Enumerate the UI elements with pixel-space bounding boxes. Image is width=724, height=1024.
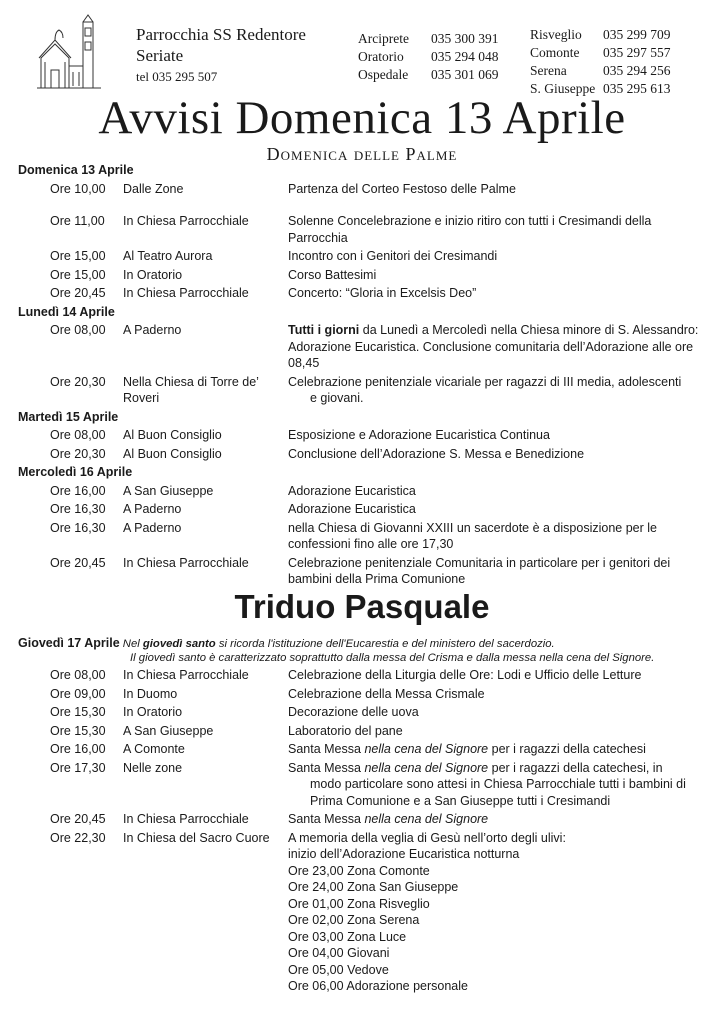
event-desc: Celebrazione della Liturgia delle Ore: Lodi e Ufficio delle Letture bbox=[288, 668, 642, 682]
contact-label: Arciprete bbox=[358, 31, 409, 46]
event-row bbox=[18, 501, 708, 518]
adoration-line: Ore 02,00 Zona Serena bbox=[288, 913, 420, 927]
contact-row bbox=[530, 62, 671, 80]
event-desc bbox=[288, 741, 708, 758]
contact-label: Serena bbox=[530, 63, 567, 78]
event-desc-cont: modo particolare sono attesi in Chiesa Parrocchiale tutti i bambini di Prima Comunione e a San Giuseppe tutti i Cresimandi bbox=[310, 777, 686, 808]
event-row bbox=[18, 213, 708, 246]
event-desc: nella Chiesa di Giovanni XXIII un sacerdote è a disposizione per le confessioni fino alle ore 17,30 bbox=[288, 520, 657, 551]
parish-name: Parrocchia SS Redentore bbox=[136, 25, 306, 44]
day-heading: Martedì 15 Aprile bbox=[18, 409, 119, 424]
event-row bbox=[18, 741, 708, 758]
contact-row bbox=[358, 66, 499, 84]
event-desc-italic: nella cena del Signore bbox=[364, 760, 489, 775]
event-desc bbox=[288, 830, 708, 995]
event-desc: Corso Battesimi bbox=[288, 267, 377, 282]
intro-bold: giovedì santo bbox=[142, 638, 216, 650]
adoration-line: inizio dell’Adorazione Eucaristica notturna bbox=[288, 847, 520, 861]
event-row bbox=[18, 830, 708, 995]
event-row bbox=[18, 555, 708, 588]
event-place: In Chiesa Parrocchiale bbox=[123, 286, 249, 300]
contact-number: 035 301 069 bbox=[431, 67, 499, 82]
contact-label: Comonte bbox=[530, 45, 580, 60]
event-row bbox=[18, 427, 708, 444]
contact-number: 035 294 256 bbox=[603, 63, 671, 78]
contact-label: Risveglio bbox=[530, 27, 582, 42]
event-desc: Celebrazione penitenziale Comunitaria in particolare per i genitori dei bambini della Prima Comunione bbox=[288, 555, 671, 586]
event-place: In Chiesa Parrocchiale bbox=[123, 668, 249, 682]
event-time: Ore 20,45 bbox=[50, 286, 106, 300]
church-logo bbox=[37, 14, 101, 90]
event-row bbox=[18, 267, 708, 284]
event-time: Ore 16,30 bbox=[50, 520, 106, 535]
adoration-line: Ore 05,00 Vedove bbox=[288, 962, 389, 977]
event-row bbox=[18, 704, 708, 721]
event-place: Al Buon Consiglio bbox=[123, 428, 222, 442]
contact-label: Ospedale bbox=[358, 67, 409, 82]
event-row bbox=[18, 181, 708, 198]
event-row bbox=[18, 285, 708, 302]
event-row bbox=[18, 811, 708, 828]
intro-text: si ricorda l'istituzione dell'Eucarestia e del ministero del sacerdozio. bbox=[215, 638, 555, 650]
event-desc bbox=[288, 322, 708, 372]
contact-label: S. Giuseppe bbox=[530, 81, 596, 96]
event-row bbox=[18, 374, 708, 407]
adoration-line: Ore 24,00 Zona San Giuseppe bbox=[288, 880, 459, 894]
event-time: Ore 10,00 bbox=[50, 181, 106, 196]
contact-number: 035 300 391 bbox=[431, 31, 499, 46]
contact-row bbox=[530, 44, 671, 62]
event-time: Ore 08,00 bbox=[50, 668, 106, 682]
event-row bbox=[18, 760, 708, 810]
event-place: A San Giuseppe bbox=[123, 483, 214, 498]
contact-row bbox=[358, 30, 499, 48]
contact-number: 035 297 557 bbox=[603, 45, 671, 60]
event-time: Ore 22,30 bbox=[50, 830, 106, 845]
event-desc: Partenza del Corteo Festoso delle Palme bbox=[288, 181, 516, 196]
event-time: Ore 08,00 bbox=[50, 428, 106, 442]
event-time: Ore 20,45 bbox=[50, 812, 106, 826]
event-time: Ore 16,30 bbox=[50, 502, 106, 516]
event-time: Ore 08,00 bbox=[50, 323, 106, 337]
event-place: A San Giuseppe bbox=[123, 723, 214, 738]
contact-row bbox=[530, 26, 671, 44]
event-desc-text: Celebrazione penitenziale vicariale per ragazzi di III media, adolescenti bbox=[288, 374, 682, 389]
event-desc-text: A memoria della veglia di Gesù nell’orto degli ulivi: bbox=[288, 830, 566, 845]
event-time: Ore 15,00 bbox=[50, 249, 106, 263]
event-time: Ore 20,45 bbox=[50, 555, 106, 570]
event-place: Nelle zone bbox=[123, 760, 183, 775]
event-desc bbox=[288, 374, 708, 407]
contact-number: 035 294 048 bbox=[431, 49, 499, 64]
event-time: Ore 09,00 bbox=[50, 686, 106, 701]
day-heading: Lunedì 14 Aprile bbox=[18, 304, 115, 319]
event-row bbox=[18, 667, 708, 684]
event-place: Dalle Zone bbox=[123, 181, 184, 196]
adoration-line: Ore 03,00 Zona Luce bbox=[288, 929, 407, 944]
event-row bbox=[18, 723, 708, 740]
event-desc: Esposizione e Adorazione Eucaristica Continua bbox=[288, 428, 550, 442]
event-row bbox=[18, 520, 708, 553]
event-desc-text: Santa Messa bbox=[288, 742, 365, 756]
event-place: In Chiesa Parrocchiale bbox=[123, 812, 249, 826]
event-time: Ore 20,30 bbox=[50, 446, 106, 461]
event-row bbox=[18, 483, 708, 500]
event-desc: Celebrazione della Messa Crismale bbox=[288, 686, 485, 701]
day-heading: Domenica 13 Aprile bbox=[18, 163, 134, 177]
event-place: In Chiesa Parrocchiale bbox=[123, 555, 249, 570]
event-row bbox=[18, 322, 708, 372]
event-desc-text: per i ragazzi della catechesi, in bbox=[488, 760, 663, 775]
event-row bbox=[18, 248, 708, 265]
event-desc: Conclusione dell’Adorazione S. Messa e Benedizione bbox=[288, 446, 585, 461]
event-desc-text: per i ragazzi della catechesi bbox=[488, 742, 646, 756]
contacts-right bbox=[530, 26, 671, 98]
schedule-giovedi bbox=[18, 636, 708, 995]
giovedi-intro bbox=[18, 636, 708, 665]
event-desc-text: Santa Messa bbox=[288, 812, 365, 826]
event-place: In Chiesa Parrocchiale bbox=[123, 214, 249, 228]
event-desc: Laboratorio del pane bbox=[288, 723, 403, 738]
event-time: Ore 16,00 bbox=[50, 742, 106, 756]
event-desc-bold: Tutti i giorni bbox=[288, 323, 360, 337]
adoration-line: Ore 01,00 Zona Risveglio bbox=[288, 896, 430, 911]
event-time: Ore 20,30 bbox=[50, 374, 106, 389]
adoration-line: Ore 04,00 Giovani bbox=[288, 946, 390, 960]
event-row bbox=[18, 446, 708, 463]
event-place: Al Buon Consiglio bbox=[123, 446, 222, 461]
event-desc: Adorazione Eucaristica bbox=[288, 502, 416, 516]
event-desc-italic: nella cena del Signore bbox=[364, 742, 489, 756]
event-desc: Solenne Concelebrazione e inizio ritiro con tutti i Cresimandi della Parrocchia bbox=[288, 214, 652, 245]
event-desc-italic: nella cena del Signore bbox=[364, 812, 489, 826]
event-desc: Adorazione Eucaristica bbox=[288, 483, 416, 498]
event-time: Ore 17,30 bbox=[50, 760, 106, 775]
parish-info bbox=[136, 24, 306, 87]
adoration-line: Ore 23,00 Zona Comonte bbox=[288, 863, 430, 878]
event-desc: Decorazione delle uova bbox=[288, 705, 419, 719]
contact-row bbox=[358, 48, 499, 66]
event-desc-text: da Lunedì a Mercoledì nella Chiesa minore di S. Alessandro: Adorazione Eucaristica. Conclusione comunitaria dell’Adorazione alle ore 08,45 bbox=[288, 323, 699, 370]
event-desc-cont: e giovani. bbox=[310, 391, 364, 405]
page-title: Avvisi Domenica 13 Aprile bbox=[98, 92, 626, 144]
event-place: Al Teatro Aurora bbox=[123, 249, 213, 263]
intro-text: Nel bbox=[122, 638, 143, 650]
contacts-left bbox=[358, 30, 499, 84]
contact-number: 035 295 613 bbox=[603, 81, 671, 96]
event-place: In Oratorio bbox=[123, 705, 183, 719]
contact-label: Oratorio bbox=[358, 49, 404, 64]
event-place: A Paderno bbox=[123, 323, 182, 337]
schedule bbox=[18, 160, 708, 588]
event-place: In Oratorio bbox=[123, 267, 183, 282]
intro-second-line: Il giovedì santo è caratterizzato soprattutto dalla messa del Crisma e dalla messa nella cena del Signore. bbox=[130, 652, 655, 664]
event-place: In Chiesa del Sacro Cuore bbox=[123, 830, 270, 845]
event-desc: Concerto: “Gloria in Excelsis Deo” bbox=[288, 286, 477, 300]
event-time: Ore 15,30 bbox=[50, 723, 106, 738]
contact-number: 035 299 709 bbox=[603, 27, 671, 42]
day-heading: Mercoledì 16 Aprile bbox=[18, 465, 133, 479]
parish-town: Seriate bbox=[136, 46, 184, 65]
parish-tel: tel 035 295 507 bbox=[136, 69, 218, 84]
event-desc-text: Santa Messa bbox=[288, 760, 365, 775]
event-desc bbox=[288, 811, 708, 828]
event-row bbox=[18, 686, 708, 703]
event-place: A Comonte bbox=[123, 742, 185, 756]
event-place: A Paderno bbox=[123, 502, 182, 516]
event-desc: Incontro con i Genitori dei Cresimandi bbox=[288, 249, 498, 263]
event-time: Ore 15,30 bbox=[50, 705, 106, 719]
page-subtitle: Domenica delle Palme bbox=[266, 144, 458, 164]
event-time: Ore 15,00 bbox=[50, 267, 106, 282]
event-time: Ore 16,00 bbox=[50, 483, 106, 498]
adoration-line: Ore 06,00 Adorazione personale bbox=[288, 979, 468, 993]
event-desc bbox=[288, 760, 708, 810]
event-place: Nella Chiesa di Torre de’ Roveri bbox=[123, 374, 259, 405]
event-time: Ore 11,00 bbox=[50, 214, 105, 228]
event-place: In Duomo bbox=[123, 686, 178, 701]
event-place: A Paderno bbox=[123, 520, 182, 535]
day-heading: Giovedì 17 Aprile bbox=[18, 636, 120, 650]
section-title-triduo: Triduo Pasquale bbox=[234, 588, 490, 625]
